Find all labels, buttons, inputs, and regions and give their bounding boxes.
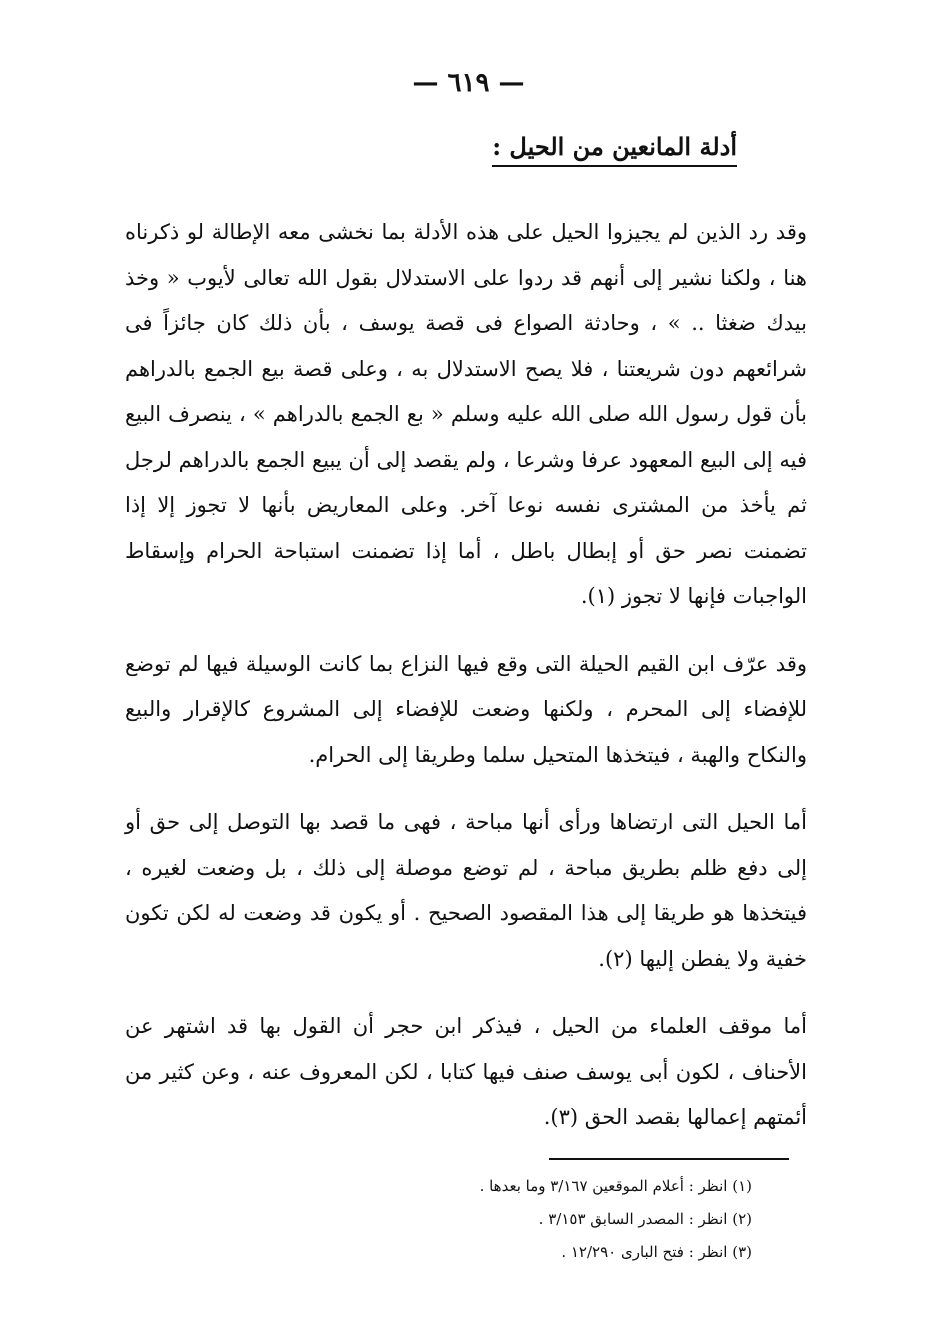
paragraph: وقد عرّف ابن القيم الحيلة التى وقع فيها النزاع بما كانت الوسيلة فيها لم توضع للإفضاء إلى المحرم ، ولكنها وضعت للإفضاء إلى المشروع كالإقرار والبيع والنكاح والهبة ، فيتخذها المتحيل سلما وطريقا إلى الحرام. [125,651,807,767]
page-number: — ٦١٩ — [412,68,525,98]
paragraph: أما موقف العلماء من الحيل ، فيذكر ابن حجر أن القول بها قد اشتهر عن الأحناف ، لكون أبى يوسف صنف فيها كتابا ، لكن المعروف عنه ، وعن كثير من أئمتهم إعمالها بقصد الحق (٣). [125,1014,807,1129]
footnote: (٣) انظر : فتح البارى ١٢/٢٩٠ . [561,1243,752,1261]
section-heading: أدلة المانعين من الحيل : [492,132,737,167]
paragraph: وقد رد الذين لم يجيزوا الحيل على هذه الأدلة بما نخشى معه الإطالة لو ذكرناه هنا ، ولكنا نشير إلى أنهم قد ردوا على الاستدلال بقول الله تعالى لأيوب « وخذ بيدك ضغثا .. » ، وحادثة الصواع فى قصة يوسف ، بأن ذلك كان جائزاً فى شرائعهم دون شريعتنا ، فلا يصح الاستدلال به ، وعلى قصة بيع الجمع بالدراهم بأن قول رسول الله صلى الله عليه وسلم « بع الجمع بالدراهم » ، ينصرف البيع فيه إلى البيع المعهود عرفا وشرعا ، ولم يقصد إلى أن يبيع الجمع بالدراهم لرجل ثم يأخذ من المشترى نفسه نوعا آخر. وعلى المعاريض بأنها لا تجوز إلا إذا تضمنت نصر حق أو إبطال باطل ، أما إذا تضمنت استباحة الحرام وإسقاط الواجبات فإنها لا تجوز (١). [125,220,807,608]
body-text [125,210,807,1163]
footnote: (٢) انظر : المصدر السابق ٣/١٥٣ . [538,1210,752,1228]
footnote: (١) انظر : أعلام الموقعين ٣/١٦٧ وما بعدها . [479,1177,752,1195]
paragraph: أما الحيل التى ارتضاها ورأى أنها مباحة ، فهى ما قصد بها التوصل إلى حق أو إلى دفع ظلم بطريق مباحة ، لم توضع موصلة إلى ذلك ، بل وضعت لغيره ، فيتخذها هو طريقا إلى هذا المقصود الصحيح . أو يكون قد وضعت له لكن تكون خفية ولا يفطن إليها (٢). [125,810,807,971]
footnotes [192,1170,752,1269]
footnote-divider [549,1158,789,1160]
